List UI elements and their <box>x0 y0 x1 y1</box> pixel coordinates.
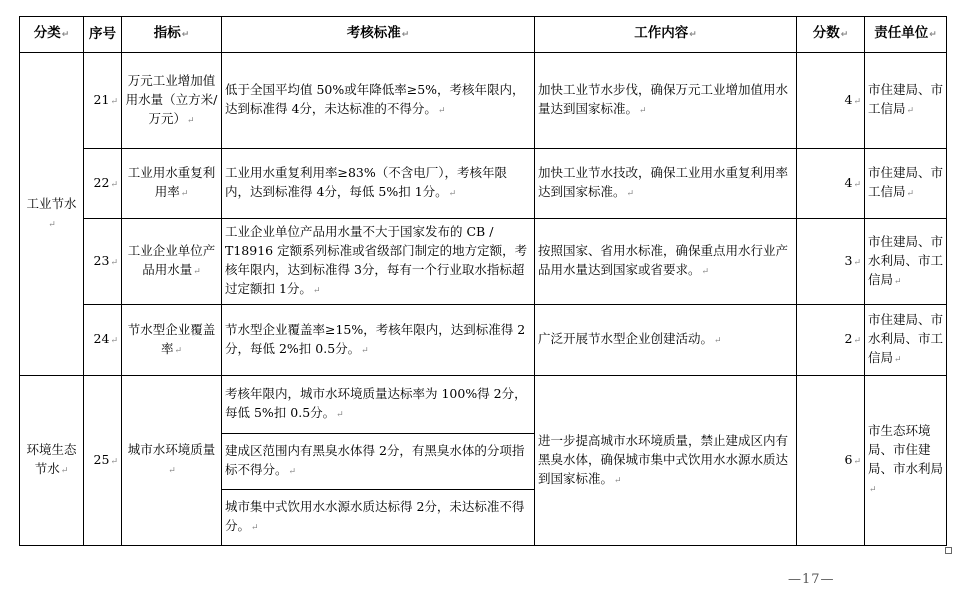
unit-cell: 市住建局、市水利局、市工信局↵ <box>865 219 947 305</box>
standard-cell: 城市集中式饮用水水源水质达标得 2分，未达标准不得分。↵ <box>222 490 535 546</box>
standard-cell: 低于全国平均值 50%或年降低率≥5%，考核年限内，达到标准得 4分，未达标准的不得分。↵ <box>222 53 535 149</box>
header-category: 分类↵ <box>20 17 84 53</box>
header-unit: 责任单位↵ <box>865 17 947 53</box>
standard-cell: 节水型企业覆盖率≥15%，考核年限内，达到标准得 2分，每低 2%扣 0.5分。↵ <box>222 305 535 376</box>
standard-cell: 工业用水重复利用率≥83%（不含电厂），考核年限内，达到标准得 4分，每低 5%扣 1分。↵ <box>222 149 535 219</box>
score-cell: 2↵ <box>797 305 865 376</box>
unit-cell: 市住建局、市工信局↵ <box>865 53 947 149</box>
header-score: 分数↵ <box>797 17 865 53</box>
unit-cell: 市住建局、市工信局↵ <box>865 149 947 219</box>
standard-cell: 建成区范围内有黑臭水体得 2分，有黑臭水体的分项指标不得分。↵ <box>222 434 535 490</box>
header-standard: 考核标准↵ <box>222 17 535 53</box>
category-cell-industrial: 工业节水↵ <box>20 53 84 376</box>
table-row <box>20 305 947 376</box>
category-cell-ecological: 环境生态节水↵ <box>20 376 84 546</box>
standard-cell: 考核年限内，城市水环境质量达标率为 100%得 2分，每低 5%扣 0.5分。↵ <box>222 376 535 434</box>
table-row <box>20 149 947 219</box>
score-cell: 6↵ <box>797 376 865 546</box>
work-cell: 广泛开展节水型企业创建活动。↵ <box>535 305 797 376</box>
work-cell: 加快工业节水步伐，确保万元工业增加值用水量达到国家标准。↵ <box>535 53 797 149</box>
seq-cell: 24↵ <box>84 305 122 376</box>
unit-cell: 市住建局、市水利局、市工信局↵ <box>865 305 947 376</box>
score-cell: 4↵ <box>797 53 865 149</box>
header-seq: 序号 <box>84 17 122 53</box>
unit-cell: 市生态环境局、市住建局、市水利局↵ <box>865 376 947 546</box>
score-cell: 3↵ <box>797 219 865 305</box>
table-row <box>20 376 947 434</box>
table-row <box>20 219 947 305</box>
seq-cell: 25↵ <box>84 376 122 546</box>
standard-cell: 工业企业单位产品用水量不大于国家发布的 CB / T18916 定额系列标准或省级部门制定的地方定额，考核年限内，达到标准得 3分，每有一个行业取水指标超过定额扣 1分。↵ <box>222 219 535 305</box>
table-row <box>20 53 947 149</box>
indicator-cell: 节水型企业覆盖率↵ <box>122 305 222 376</box>
work-cell: 按照国家、省用水标准，确保重点用水行业产品用水量达到国家或省要求。↵ <box>535 219 797 305</box>
work-cell: 加快工业节水技改，确保工业用水重复利用率达到国家标准。↵ <box>535 149 797 219</box>
seq-cell: 22↵ <box>84 149 122 219</box>
indicator-cell: 工业企业单位产品用水量↵ <box>122 219 222 305</box>
seq-cell: 23↵ <box>84 219 122 305</box>
seq-cell: 21↵ <box>84 53 122 149</box>
indicator-cell: 万元工业增加值用水量（立方米/万元）↵ <box>122 53 222 149</box>
assessment-table <box>19 16 947 546</box>
header-work: 工作内容↵ <box>535 17 797 53</box>
indicator-cell: 工业用水重复利用率↵ <box>122 149 222 219</box>
header-indicator: 指标↵ <box>122 17 222 53</box>
score-cell: 4↵ <box>797 149 865 219</box>
table-header-row <box>20 17 947 53</box>
work-cell: 进一步提高城市水环境质量，禁止建成区内有黑臭水体，确保城市集中式饮用水水源水质达到国家标准。↵ <box>535 376 797 546</box>
page-number: —17— <box>788 572 835 587</box>
table-resize-handle[interactable] <box>945 547 952 554</box>
indicator-cell: 城市水环境质量↵ <box>122 376 222 546</box>
